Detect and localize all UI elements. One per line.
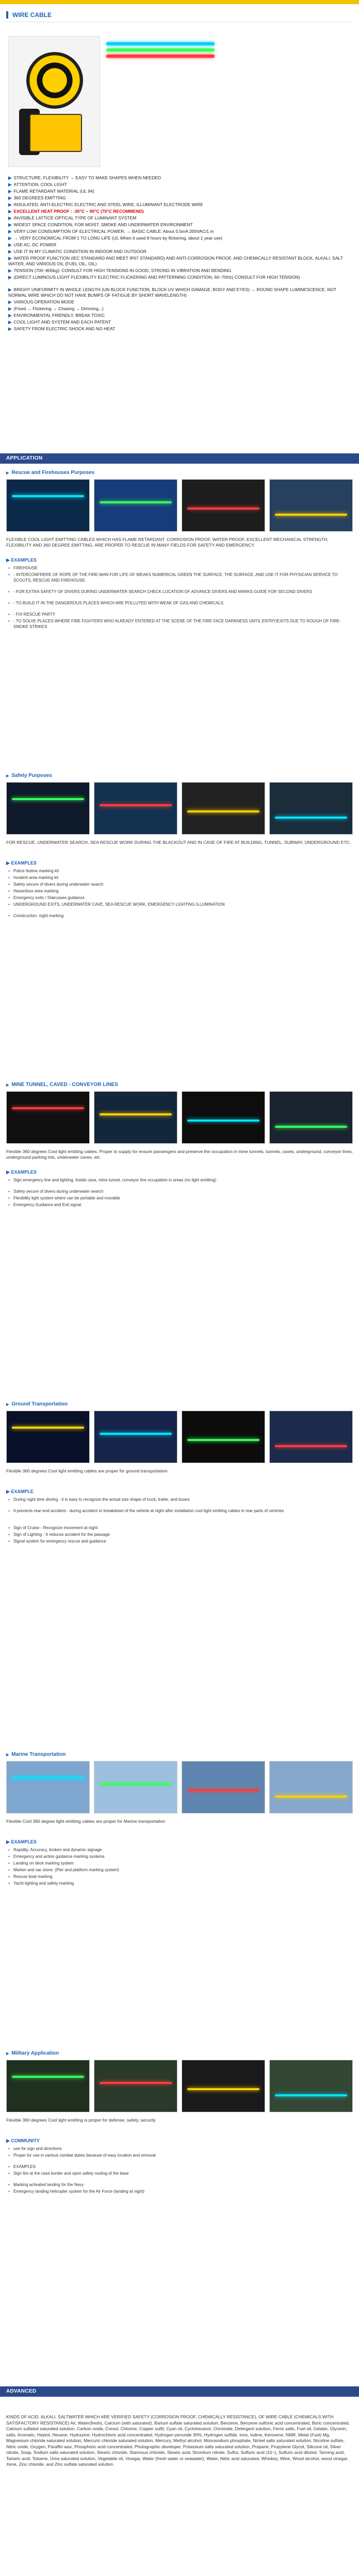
feature-item (8, 326, 351, 332)
application-photo (94, 2060, 177, 2112)
feature-item (8, 313, 351, 318)
bullet-icon: ▶ (8, 287, 12, 292)
feature-item (8, 319, 351, 325)
example-item: ▪ UNDERGROUND EXITS, UNDERWATER CAVE, SEA RESCUE WORK, EMERGENCY LIGHTING ILLUMINATION (13, 902, 349, 908)
section-title: APPLICATION (6, 455, 43, 461)
glow-cable (100, 1113, 172, 1115)
example-item: ▪ - TO BUILD IT IN THE DANGEROUS PLACES WHICH ARE POLLUTED WITH WEAK OF GAS AND CHEMICALS (13, 601, 349, 606)
example-item: ▪ EXAMPLES (13, 2164, 349, 2170)
example-item: ▪ Flexibility light system where can be portable and movable (13, 1196, 349, 1201)
bullet-icon: ▶ (8, 299, 12, 304)
application-description: FOR RESCUE, UNDERWATER SEARCH, SEA RESCUE WORK DURING THE BLACKOUT AND IN CASE OF FIRE AT BUILDING, TUNNEL, SUBWAY, UNDERGROUND ETC. (6, 840, 351, 845)
example-item: ▪ Sign emergency line and lighting, Inside cave, mine tunnel, conveyor line occupation in areas (no light emitting) (13, 1178, 349, 1183)
application-title: ▶ Marine Transportation (6, 1752, 66, 1757)
application-title: ▶ Ground Transportation (6, 1401, 68, 1407)
feature-text: ATTENTION, COOL LIGHT (13, 182, 67, 187)
application-photo (269, 1411, 353, 1463)
application-photo (94, 782, 177, 835)
glow-cable (100, 804, 172, 806)
example-item: ▪ Sign fire at the case border and open safety routing of the base (13, 2171, 349, 2177)
bullet-icon: ▶ (8, 306, 12, 311)
application-photos (6, 1091, 353, 1143)
example-item: ▪ - FOR EXTRA SAFETY OF DIVERS DURING UNDERWATER SEARCH CHECK LOCATION OF ADVANCE DIVERS AND MARKS GUIDE FOR SECOND DIVERS (13, 589, 349, 595)
bullet-icon: ▶ (8, 182, 12, 187)
glow-cable (275, 1126, 347, 1128)
feature-text: → VERY ECONOMICAL FROM 1 TO LONG LIFE (UL When it used 8 hours by flickering, about 1 year use) (13, 235, 223, 241)
application-photo (94, 479, 177, 532)
bullet-icon: ▶ (8, 249, 12, 254)
example-item: ▪ Safety secure of divers during underwater search (13, 1189, 349, 1195)
feature-item (8, 209, 351, 214)
application-photos (6, 1411, 353, 1462)
glow-cable (187, 507, 259, 510)
application-photos (6, 479, 353, 531)
product-photo (8, 36, 100, 167)
examples-heading: ▶ EXAMPLES (6, 860, 37, 866)
carrying-case-image (29, 114, 82, 152)
feature-item (8, 195, 351, 201)
feature-item (8, 287, 351, 298)
example-item: ▪ It prevents rear-end accident - during accident or breakdown of the vehicle at night after installation cool light emitting cables in rear parts of vehicles (13, 1509, 349, 1514)
example-item: ▪ Emergency landing helicopter system for the Air Force (landing at night) (13, 2189, 349, 2195)
bullet-icon: ▶ (8, 195, 12, 200)
application-photo (182, 1761, 265, 1814)
example-item: ▪ Landing on deck marking system (13, 1861, 349, 1867)
section-header-advanced (0, 2386, 359, 2397)
glow-cable (100, 2082, 172, 2084)
feature-text: WATER PROOF FUNCTION (IEC STANDARD AND MEET IP67 STANDARD) AND ANTI-CORROSION PROOF, AND CHEMICALLY RESISTANT BLOCK, ALKALI, SALT WATER, AND VARIOUS OIL (FUEL OIL, OIL) (8, 256, 343, 266)
application-photo (269, 479, 353, 532)
application-photo (269, 2060, 353, 2112)
feature-text: (Fixed → Flickering → Chasing → Dimming...) (13, 306, 104, 311)
glow-cable (275, 2094, 347, 2096)
application-photo (182, 479, 265, 532)
example-item: ▪ Rapidity, Accuracy, broken and dynamic signage (13, 1848, 349, 1853)
example-item: ▪ Marking activated landing for the Navy (13, 2182, 349, 2188)
application-photo (6, 1411, 90, 1463)
feature-item (8, 275, 351, 280)
feature-text: VARIOUS OPERATION MODE (13, 299, 74, 304)
section-header-application (0, 453, 359, 464)
feature-text: EXCELLENT HEAT PROOF : -30°C ~ 90°C (70°C RECOMMEND) (13, 209, 144, 214)
feature-item (8, 256, 351, 267)
application-block (6, 773, 353, 1061)
feature-text: SAFETY FROM ELECTRIC SHOCK AND NO HEAT (13, 326, 116, 331)
application-photo (269, 782, 353, 835)
page-title: WIRE CABLE (12, 11, 52, 19)
application-photo (6, 2060, 90, 2112)
feature-item (8, 242, 351, 248)
bullet-icon: ▶ (8, 229, 12, 234)
glow-cable (12, 2076, 84, 2078)
feature-item (8, 299, 351, 305)
bullet-icon: ▶ (8, 202, 12, 207)
example-item: ▪ Incident area marking kit (13, 875, 349, 881)
example-item: ▪ Emergency and action guidance marking systems (13, 1854, 349, 1860)
feature-text: WIDEST SPACE CONDITION, FOR MOIST, SMOKE AND UNDERWATER ENVIRONMENT (13, 222, 193, 227)
glow-cable (275, 817, 347, 819)
application-title: ▶ Safety Purposes (6, 773, 52, 778)
examples-heading: ▶ EXAMPLES (6, 557, 37, 563)
example-item: ▪ Hazardous area marking (13, 889, 349, 894)
feature-item (8, 229, 351, 234)
feature-text: VERY LOW CONSUMPTION OF ELECTRICAL POWER, → BASIC CABLE: About 0.5mA 200VAC/1 m (13, 229, 214, 234)
application-photo (94, 1761, 177, 1814)
glow-cable (12, 798, 84, 800)
application-block (6, 470, 353, 758)
feature-item (8, 215, 351, 221)
application-photo (182, 782, 265, 835)
application-description: Flexible Cool 360 degree light emitting cables are proper for Marine transportation (6, 1819, 166, 1824)
title-bar (6, 9, 353, 22)
bullet-icon: ▶ (8, 313, 12, 318)
glow-cable (12, 495, 84, 497)
examples-heading: ▶ EXAMPLES (6, 1839, 37, 1844)
advanced-text: KINDS OF ACID, ALKALI, SALTWATER WHICH ARE VERIFIED SAFETY (CORROSION PROOF, CHEMICALLY RESISTANCE), OF WIRE CABLE (CHEMICALS WITH SATISFACTORY RESISTANCE) Air, Water(fresh), Calcium (with saturated), Barium sulfate saturated solution, Benzene, Benzene sulfonic acid concentrated, Boric concentrated, Calcium sulfated saturated solution, Carbon oxide, Cresol, Chlorine, Copper sulfit, Cyan oil, Cyclohexanol, Chromate, Detergent solution, Ferric salts, Fuel oil, Gelatin, Glycerin, salts, Aromatic, Heptol, Hexane, Hydrazine, Hydrochloric acid concentrated, Hydrogen peroxide 30%, Hydrogen sulfide, Ions, Iodine, Kerosene, NMR, Metal (Fuel) Mg, Magnesium chloride saturated solution, Mercuric chloride saturated solution, Mercury, Methyl alcohol, Monosodium phosphate, Nickel salts saturated solution, Nicotine sulfate, Nitric oxide, Oxygen, Paraffin wax, Phosphoric acid concentrated, Photographic developer, Potassium salts saturated solution, Propane, Propylene Glycol, Silicone oil, Silver nitrate, Soap, Sodium salts saturated solution, Stearic chloride, Stannous chloride, Stearic acid, Strontium nitrate, Sulfur, Sulfuric acid (10~), Sulfuric acid diluted, Tanning acid, Tartaric acid, Toluene, Urea saturated solution, Vegetable oil, Vinegar, Water (fresh water or seawater), Water, Nitric acid saturated, Whiskey, Wine, Wood alcohol, wood vinegar, Xene, Zinc chloride, and Zinc sulfate saturated solution. (6, 2414, 350, 2467)
feature-item (8, 249, 351, 255)
feature-text: COOL LIGHT AND SYSTEM AND EACH PATENT (13, 319, 111, 325)
application-photo (182, 2060, 265, 2112)
feature-text: (DIRECT LUMINOUS LIGHT FLEXIBILITY ELECTRIC FLICKERING AND PATTERNING CONDITION, 60~70Hz) CONSULT FOR HIGH TENSION) (13, 275, 300, 280)
feature-text: 360 DEGREES EMITTING (13, 195, 66, 200)
example-item: ▪ Rescue boat marking (13, 1874, 349, 1880)
examples-heading: ▶ EXAMPLES (6, 1170, 37, 1175)
glow-cable (12, 1107, 84, 1109)
example-item: ▪ Construction: night marking (13, 913, 349, 919)
application-title: ▶ MINE TUNNEL, CAVED - CONVEYOR LINES (6, 1082, 118, 1088)
application-description: FLEXIBLE COOL LIGHT EMITTING CABLES WHICH HAS FLAME RETARDANT, CORROSION PROOF, WATER PROOF, EXCELLENT MECHANICAL STRENGTH, FLEXIBILITY AND 360 DEGREE EMITTING, ARE PROPER TO RESCUE IN MANY FIELDS FOR SAFETY AND EMERGENCY. (6, 537, 329, 548)
cable-sample-red (106, 55, 215, 58)
glow-cable (187, 2088, 259, 2090)
cable-reel-image (26, 52, 83, 109)
feature-text: ENVIRONMENTAL FRIENDLY, BREAK TOXIC (13, 313, 105, 318)
glow-cable (187, 810, 259, 812)
application-photo (269, 1761, 353, 1814)
application-photos (6, 1761, 353, 1812)
application-photo (6, 1091, 90, 1144)
feature-text: TENSION (700~800kg): CONSULT FOR HIGH TENSIONS IN GOOD, STRONG IN VIBRATION AND BENDING (13, 268, 232, 273)
example-item: ▪ Sign of Cruise - Recognize movement at night (13, 1526, 349, 1531)
example-item: ▪ During night time driving - it is easy to recognize the actual size shape of truck, trailer, and buses (13, 1497, 349, 1503)
bullet-icon: ▶ (8, 209, 12, 214)
top-accent-bar (0, 0, 359, 4)
glow-cable (100, 1433, 172, 1435)
glow-cable (12, 1777, 84, 1779)
color-samples (106, 42, 215, 58)
cable-sample-blue (106, 42, 215, 45)
section-title: ADVANCED (6, 2388, 37, 2394)
application-photo (269, 1091, 353, 1144)
glow-cable (187, 1789, 259, 1791)
example-item: ▪ - FIX RESCUE PARTY (13, 612, 349, 618)
feature-item (8, 202, 351, 208)
application-description: Flexible 360 degrees Cool light emitting cables. Proper to supply for ensure passengers and preserve the occupation in mine tunnels, tunnels, caves, underground, conveyor lines, underground parking lots, underwater caves, etc. (6, 1149, 353, 1160)
feature-text: STRUCTURE, FLEXIBILITY → EASY TO MAKE SHAPES WHEN NEEDED (13, 175, 161, 180)
feature-item (8, 182, 351, 188)
feature-item (8, 235, 351, 241)
example-item: ▪ Emergency Guidance and Exit signal (13, 1202, 349, 1208)
bullet-icon: ▶ (8, 235, 12, 241)
glow-cable (275, 1795, 347, 1798)
bullet-icon: ▶ (8, 215, 12, 221)
bullet-icon: ▶ (8, 242, 12, 247)
application-description: Flexible 360 degrees Cool light emitting cables are proper for ground transportation (6, 1468, 168, 1473)
application-photos (6, 2060, 353, 2111)
examples-heading: ▶ COMMUNITY (6, 2138, 40, 2143)
cable-sample-green (106, 48, 215, 52)
glow-cable (187, 1120, 259, 1122)
example-item: ▪ Sign of Lighting - It reduces accident for the passage (13, 1532, 349, 1538)
example-item: ▪ Marker and oar stone. (Pier and platform marking system) (13, 1868, 349, 1873)
glow-cable (187, 1439, 259, 1441)
application-block (6, 1401, 353, 1690)
glow-cable (275, 1445, 347, 1447)
title-marker (6, 11, 8, 19)
application-photo (6, 479, 90, 532)
feature-item (8, 189, 351, 194)
example-item: ▪ - INTERCONFRERE OF ROPE OF THE FIRE-MAN FOR LIFE OF WEAKS NUMERICAL GREEN THE SURFACE, THE SURFACE, AND USE IT FOR PHYSICIAN SERVICE TO SCOUTS, RESCUE AND FIREHOUSE. (13, 572, 349, 583)
application-photo (182, 1411, 265, 1463)
application-description: Flexible 360 degrees Cool light emitting is proper for defense, safety, security (6, 2117, 156, 2123)
application-photo (94, 1091, 177, 1144)
application-photos (6, 782, 353, 834)
feature-item (8, 268, 351, 274)
feature-text: BRIGHT UNIFORMITY IN WHOLE LENGTH (UN BLOCK FUNCTION, BLOCK UV WHICH DAMAGE, BODY AND EYES) → ROUND SHAPE LUMINESCENCE, NOT NORMAL WIRE WHICH DO NOT HAVE BUMPS OF FATIGUE BY SHORT WAVELENGTH) (8, 287, 337, 298)
example-item: ▪ Emergency exits / Staircases guidance (13, 895, 349, 901)
example-item: ▪ Proper for use in various combat duties because of easy location and removal (13, 2153, 349, 2159)
application-photo (6, 782, 90, 835)
application-photo (94, 1411, 177, 1463)
example-item: ▪ Yacht lighting and safety marking (13, 1881, 349, 1887)
example-item: ▪ Signal system for emergency rescue and guidance (13, 1539, 349, 1545)
application-block (6, 1082, 353, 1370)
bullet-icon: ▶ (8, 268, 12, 273)
feature-item (8, 175, 351, 181)
glow-cable (12, 1427, 84, 1429)
example-item: ▪ Safety secure of divers during underwater search (13, 882, 349, 888)
application-title: ▶ Rescue and Firehouses Purposes (6, 470, 94, 476)
application-photo (6, 1761, 90, 1814)
bullet-icon: ▶ (8, 189, 12, 194)
feature-item (8, 222, 351, 228)
application-block (6, 1752, 353, 2040)
feature-text: FLAME RETARDANT MATERIAL (UL 94) (13, 189, 94, 194)
example-item: ▪ - TO SOLVE PLACES WHERE FIRE FIGHTERS WHO ALREADY ENTERED AT THE SCENE OF THE FIRE FACE DARKNESS UNTIL ENTRY/EXITS DUE TO ROUGH OF FIRE-SMOKE STRIKES (13, 619, 349, 630)
glow-cable (100, 501, 172, 503)
glow-cable (100, 1783, 172, 1785)
feature-text: USE IT IN MY CLIMATIC CONDITION IN INDOOR AND OUTDOOR (13, 249, 146, 254)
bullet-icon: ▶ (8, 275, 12, 280)
bullet-icon: ▶ (8, 175, 12, 180)
feature-item (8, 306, 351, 312)
examples-heading: ▶ EXAMPLE (6, 1489, 34, 1494)
example-item: ▪ use for sign and directions (13, 2146, 349, 2152)
glow-cable (275, 514, 347, 516)
feature-text: INSULATED, ANTI-ELECTRIC ELECTRIC AND STEEL WIRE, ILLUMINANT ELECTRODE WIRE (13, 202, 203, 207)
bullet-icon: ▶ (8, 326, 12, 331)
bullet-icon: ▶ (8, 222, 12, 227)
feature-text: INVISIBLE LATTICE-OPTICAL TYPE OF LUMINANT SYSTEM (13, 215, 137, 221)
feature-text: USE AC, DC POWER (13, 242, 57, 247)
example-item: ▪ Police festive marking kit (13, 869, 349, 874)
bullet-icon: ▶ (8, 319, 12, 325)
example-item: ▪ FIREHOUSE (13, 566, 349, 571)
bullet-icon: ▶ (8, 256, 12, 261)
application-block (6, 2050, 353, 2339)
application-photo (182, 1091, 265, 1144)
application-title: ▶ Military Application (6, 2050, 59, 2056)
